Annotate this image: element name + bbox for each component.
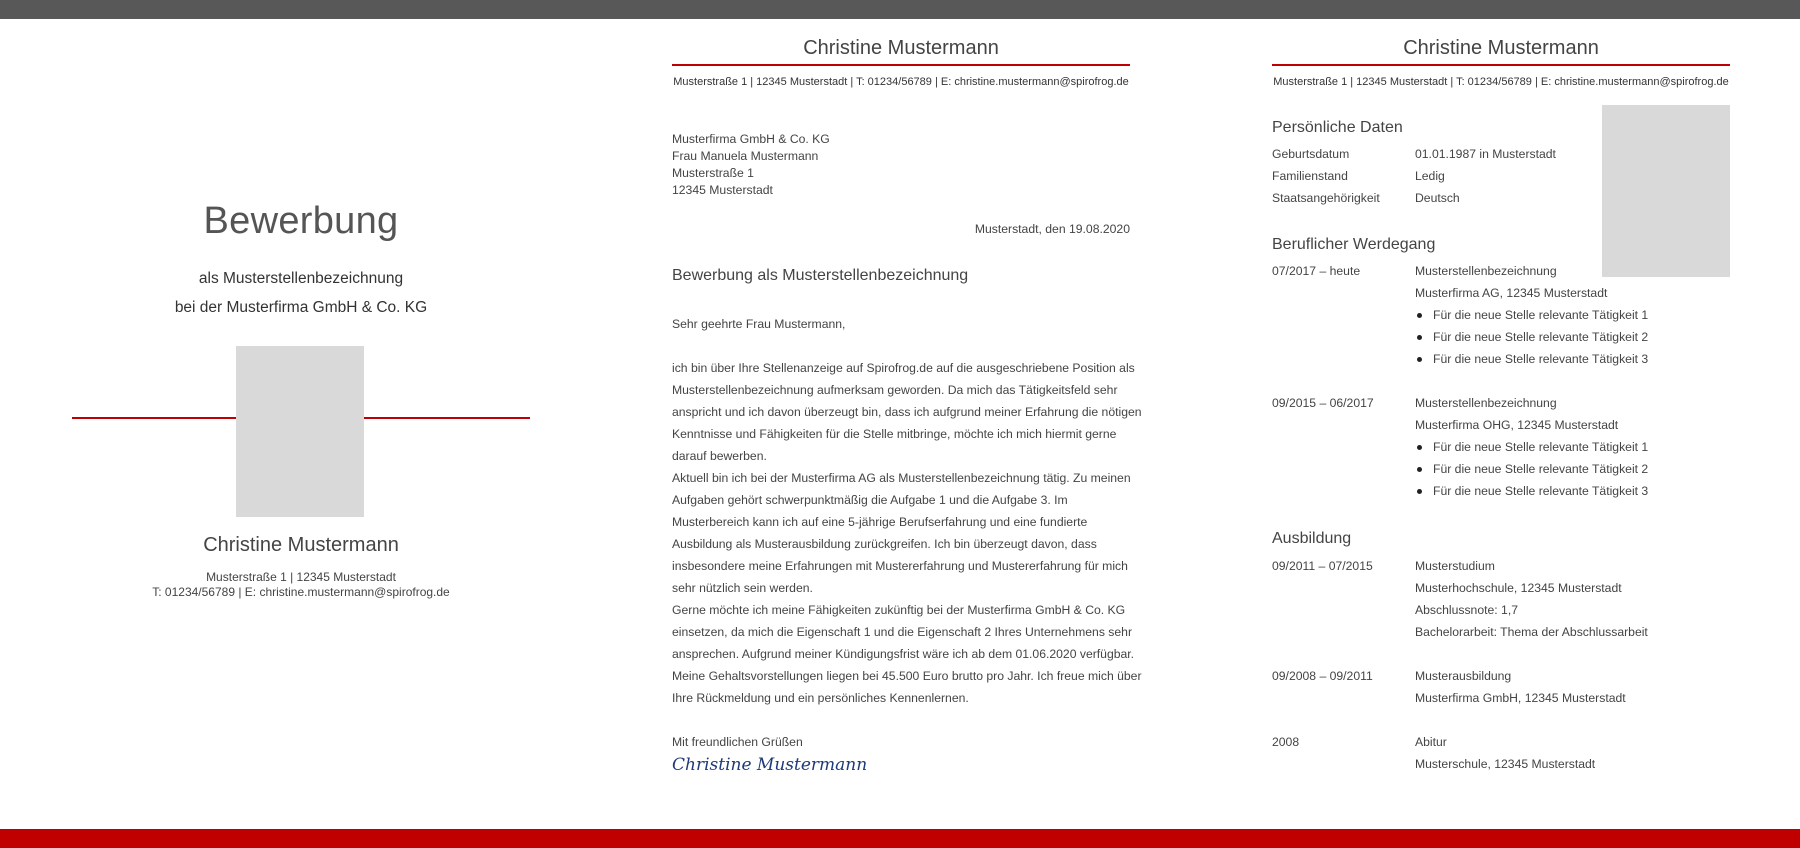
education-detail: Bachelorarbeit: Thema der Abschlussarbeit — [1415, 625, 1648, 639]
education-detail: Musterschule, 12345 Musterstadt — [1415, 757, 1596, 771]
letter-body-line: einsetzen, da mich die Eigenschaft 1 und die Eigenschaft 2 Ihres Unternehmens sehr — [672, 625, 1133, 639]
career-task-item: Für die neue Stelle relevante Tätigkeit 1 — [1415, 308, 1648, 322]
letter-body-line: Ausbildung als Musterausbildung zurückgreifen. Ich bin überzeugt davon, dass — [672, 537, 1097, 551]
letter-body-line: Musterbereich kann ich auf eine 5-jährige Berufserfahrung und eine fundierte — [672, 515, 1088, 529]
cover-title: Bewerbung — [203, 200, 399, 242]
letter-body-line: Kenntnisse und Fähigkeiten für die Stelle mitbringe, möchte ich mich hiermit gerne — [672, 427, 1117, 441]
career-title: Musterstellenbezeichnung — [1415, 264, 1557, 278]
cover-address: Musterstraße 1 | 12345 Musterstadt — [206, 570, 396, 584]
cv-header-name: Christine Mustermann — [1403, 37, 1599, 59]
letter-body-line: Gerne möchte ich meine Fähigkeiten zukünftig bei der Musterfirma GmbH & Co. KG — [672, 603, 1126, 617]
section-heading-career: Beruflicher Werdegang — [1272, 236, 1436, 253]
letter-header-contact: Musterstraße 1 | 12345 Musterstadt | T: 01234/56789 | E: christine.mustermann@spirofrog.de — [673, 76, 1129, 88]
personal-label: Staatsangehörigkeit — [1272, 191, 1380, 205]
cover-applicant-name: Christine Mustermann — [203, 534, 399, 556]
education-period: 09/2008 – 09/2011 — [1272, 669, 1373, 683]
cv-header-divider — [1272, 64, 1730, 66]
career-company: Musterfirma AG, 12345 Musterstadt — [1415, 286, 1608, 300]
personal-label: Geburtsdatum — [1272, 147, 1350, 161]
letter-body-line: darauf bewerben. — [672, 449, 767, 463]
cover-subtitle-position: als Musterstellenbezeichnung — [198, 270, 404, 287]
section-heading-education: Ausbildung — [1272, 530, 1352, 547]
letter-body-line: sehr nützlich sein werden. — [672, 581, 813, 595]
career-task-item: Für die neue Stelle relevante Tätigkeit 3 — [1415, 484, 1648, 498]
education-title: Abitur — [1415, 735, 1447, 749]
letter-body-line: Aktuell bin ich bei der Musterfirma AG als Musterstellenbezeichnung tätig. Zu meinen — [672, 471, 1131, 485]
education-period: 2008 — [1272, 735, 1300, 749]
personal-value: Deutsch — [1415, 191, 1460, 205]
letter-body-line: insbesondere meine Erfahrungen mit Mustererfahrung und Mustererfahrung für mich — [672, 559, 1128, 573]
cv-photo-placeholder — [1602, 105, 1730, 277]
letter-body-line: Musterstellenbezeichnung aufmerksam geworden. Da mich das Tätigkeitsfeld sehr — [672, 383, 1118, 397]
cv-header-contact: Musterstraße 1 | 12345 Musterstadt | T: 01234/56789 | E: christine.mustermann@spirofrog.de — [1273, 76, 1729, 88]
career-task-item: Für die neue Stelle relevante Tätigkeit 2 — [1415, 330, 1648, 344]
education-detail: Abschlussnote: 1,7 — [1415, 603, 1518, 617]
education-title: Musterstudium — [1415, 559, 1495, 573]
letter-body-line: anspricht und ich davon überzeugt bin, dass ich aufgrund meiner Erfahrung die nötigen — [672, 405, 1142, 419]
career-task-item: Für die neue Stelle relevante Tätigkeit 1 — [1415, 440, 1648, 454]
career-title: Musterstellenbezeichnung — [1415, 396, 1557, 410]
signature: Christine Mustermann — [672, 755, 868, 775]
cover-contact: T: 01234/56789 | E: christine.mustermann@spirofrog.de — [152, 585, 450, 599]
letter-body-line: ansprechen. Aufgrund meiner Kündigungsfrist wäre ich ab dem 01.06.2020 verfügbar. — [672, 647, 1135, 661]
personal-value: Ledig — [1415, 169, 1445, 183]
career-period: 09/2015 – 06/2017 — [1272, 396, 1374, 410]
recipient-company: Musterfirma GmbH & Co. KG — [672, 132, 830, 146]
letter-salutation: Sehr geehrte Frau Mustermann, — [672, 317, 846, 331]
personal-label: Familienstand — [1272, 169, 1348, 183]
career-task-item: Für die neue Stelle relevante Tätigkeit 2 — [1415, 462, 1648, 476]
cover-divider-right — [364, 417, 530, 419]
cover-photo-placeholder — [236, 346, 364, 517]
cover-subtitle-company: bei der Musterfirma GmbH & Co. KG — [174, 299, 428, 316]
letter-date: Musterstadt, den 19.08.2020 — [974, 222, 1130, 236]
letter-body-line: Aufgaben gehört schwerpunktmäßig die Aufgabe 1 und die Aufgabe 3. Im — [672, 493, 1068, 507]
recipient-city: 12345 Musterstadt — [672, 183, 773, 197]
letter-closing: Mit freundlichen Grüßen — [672, 735, 803, 749]
letter-body-line: Ihre Rückmeldung und ein persönliches Kennenlernen. — [672, 691, 969, 705]
letter-header-divider — [672, 64, 1130, 66]
letter-body-line: ich bin über Ihre Stellenanzeige auf Spirofrog.de auf die ausgeschriebene Position als — [672, 361, 1135, 375]
recipient-street: Musterstraße 1 — [672, 166, 754, 180]
education-detail: Musterfirma GmbH, 12345 Musterstadt — [1415, 691, 1626, 705]
recipient-person: Frau Manuela Mustermann — [672, 149, 819, 163]
letter-body-line: Meine Gehaltsvorstellungen liegen bei 45.500 Euro brutto pro Jahr. Ich freue mich über — [672, 669, 1142, 683]
education-period: 09/2011 – 07/2015 — [1272, 559, 1373, 573]
letter-subject: Bewerbung als Musterstellenbezeichnung — [672, 267, 969, 284]
bottom-bar — [0, 829, 1800, 848]
section-heading-personal: Persönliche Daten — [1272, 119, 1403, 136]
career-period: 07/2017 – heute — [1272, 264, 1361, 278]
personal-value: 01.01.1987 in Musterstadt — [1415, 147, 1556, 161]
cover-divider-left — [72, 417, 236, 419]
education-title: Musterausbildung — [1415, 669, 1512, 683]
career-company: Musterfirma OHG, 12345 Musterstadt — [1415, 418, 1619, 432]
top-bar — [0, 0, 1800, 19]
career-task-item: Für die neue Stelle relevante Tätigkeit 3 — [1415, 352, 1648, 366]
letter-header-name: Christine Mustermann — [803, 37, 999, 59]
education-detail: Musterhochschule, 12345 Musterstadt — [1415, 581, 1622, 595]
